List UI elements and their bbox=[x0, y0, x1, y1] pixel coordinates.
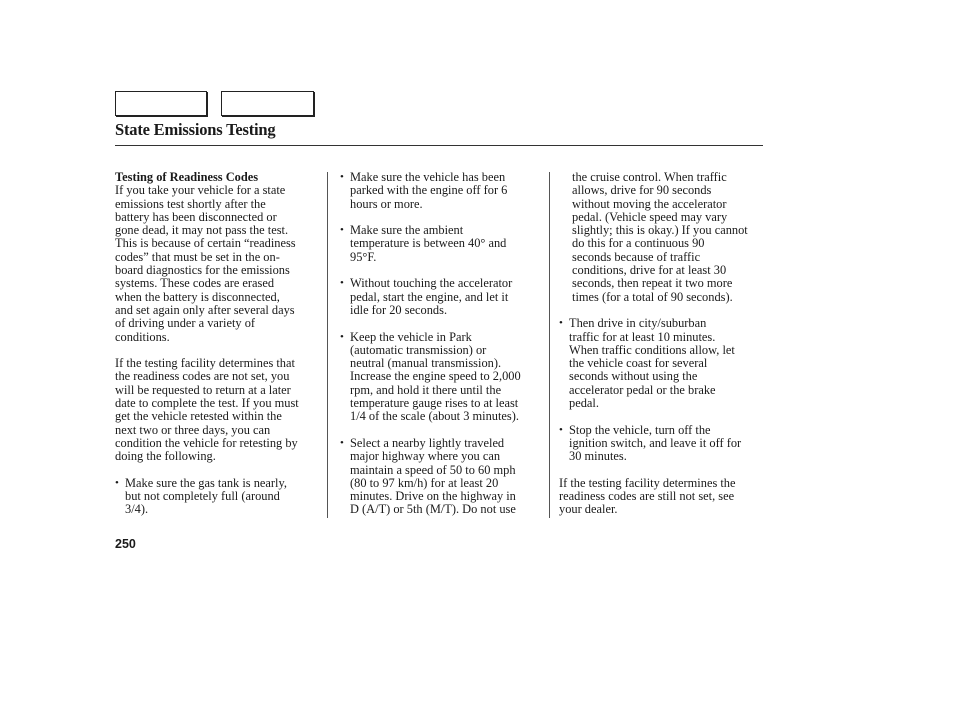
text-line: will be requested to return at a later bbox=[115, 382, 291, 397]
text-line: when the battery is disconnected, bbox=[115, 289, 280, 304]
column-divider-1 bbox=[327, 172, 328, 518]
bullet-item bbox=[340, 331, 545, 424]
text-line: neutral (manual transmission). bbox=[350, 356, 502, 371]
text-line: If the testing facility determines the bbox=[559, 475, 736, 490]
paragraph-gap bbox=[559, 410, 765, 423]
text-line: condition the vehicle for retesting by bbox=[115, 435, 298, 450]
text-line: codes” that must be set in the on- bbox=[115, 249, 280, 264]
text-line: Without touching the accelerator bbox=[350, 276, 513, 291]
text-line: hours or more. bbox=[350, 196, 423, 211]
text-column-2 bbox=[340, 171, 545, 517]
text-line: conditions. bbox=[115, 329, 170, 344]
bullet-item bbox=[115, 477, 323, 517]
text-line: pedal. bbox=[569, 396, 599, 411]
text-line: but not completely full (around bbox=[125, 489, 280, 504]
text-line: Increase the engine speed to 2,000 bbox=[350, 369, 521, 384]
text-line: without moving the accelerator bbox=[572, 196, 727, 211]
paragraph-gap bbox=[559, 464, 765, 477]
bullet-item bbox=[340, 224, 545, 264]
text-line: This is because of certain “readiness bbox=[115, 236, 296, 251]
text-line: of driving under a variety of bbox=[115, 316, 256, 331]
paragraph-gap bbox=[340, 264, 545, 277]
section-tab-box-1 bbox=[115, 91, 207, 116]
bullet-icon: • bbox=[115, 476, 119, 489]
bullet-icon: • bbox=[340, 171, 344, 183]
text-line: emissions test shortly after the bbox=[115, 196, 266, 211]
bullet-icon: • bbox=[340, 277, 344, 290]
text-line: your dealer. bbox=[559, 502, 618, 517]
paragraph bbox=[115, 184, 323, 344]
text-line: the cruise control. When traffic bbox=[572, 170, 727, 184]
text-line: slightly; this is okay.) If you cannot bbox=[572, 223, 748, 238]
text-line: do this for a continuous 90 bbox=[572, 236, 705, 251]
text-line: maintain a speed of 50 to 60 mph bbox=[350, 462, 516, 477]
paragraph-gap bbox=[559, 304, 765, 317]
bullet-item bbox=[340, 277, 545, 317]
text-line: Stop the vehicle, turn off the bbox=[569, 422, 711, 437]
text-line: major highway where you can bbox=[350, 449, 501, 464]
bullet-icon: • bbox=[559, 423, 563, 436]
text-line: temperature is between 40° and bbox=[350, 236, 507, 251]
text-line: If you take your vehicle for a state bbox=[115, 183, 286, 198]
bullet-icon: • bbox=[340, 330, 344, 343]
text-line: (automatic transmission) or bbox=[350, 342, 487, 357]
column-divider-2 bbox=[549, 172, 550, 518]
text-line: Make sure the ambient bbox=[350, 223, 464, 238]
text-line: If the testing facility determines that bbox=[115, 356, 295, 371]
text-line: doing the following. bbox=[115, 449, 216, 464]
text-line: ignition switch, and leave it off for bbox=[569, 435, 742, 450]
text-column-3 bbox=[559, 171, 765, 517]
paragraph-gap bbox=[115, 464, 323, 477]
text-line: 1/4 of the scale (about 3 minutes). bbox=[350, 409, 519, 424]
text-line: seconds, then repeat it two more bbox=[572, 276, 733, 291]
text-line: gone dead, it may not pass the test. bbox=[115, 223, 289, 238]
text-line: rpm, and hold it there until the bbox=[350, 382, 502, 397]
text-line: Then drive in city/suburban bbox=[569, 316, 707, 331]
text-line: Keep the vehicle in Park bbox=[350, 329, 472, 344]
text-line: D (A/T) or 5th (M/T). Do not use bbox=[350, 502, 516, 517]
paragraph-gap bbox=[340, 424, 545, 437]
bullet-icon: • bbox=[559, 317, 563, 330]
text-line: traffic for at least 10 minutes. bbox=[569, 329, 716, 344]
bullet-item bbox=[340, 437, 545, 517]
bullet-icon: • bbox=[340, 224, 344, 237]
bullet-item bbox=[340, 171, 545, 211]
text-line: times (for a total of 90 seconds). bbox=[572, 289, 733, 304]
text-line: and set again only after several days bbox=[115, 302, 295, 317]
title-divider bbox=[115, 145, 763, 146]
text-line: pedal. (Vehicle speed may vary bbox=[572, 209, 728, 224]
text-line: When traffic conditions allow, let bbox=[569, 342, 735, 357]
text-line: minutes. Drive on the highway in bbox=[350, 489, 516, 504]
text-line: Select a nearby lightly traveled bbox=[350, 435, 505, 450]
text-line: readiness codes are still not set, see bbox=[559, 489, 735, 504]
text-line: the vehicle coast for several bbox=[569, 356, 708, 371]
text-line: pedal, start the engine, and let it bbox=[350, 289, 509, 304]
text-line: board diagnostics for the emissions bbox=[115, 263, 290, 278]
text-line: accelerator pedal or the brake bbox=[569, 382, 716, 397]
text-line: battery has been disconnected or bbox=[115, 209, 277, 224]
paragraph-gap bbox=[340, 211, 545, 224]
text-line: temperature gauge rises to at least bbox=[350, 396, 519, 411]
text-column-1 bbox=[115, 171, 323, 517]
bullet-item bbox=[559, 424, 765, 464]
text-line: Testing of Readiness Codes bbox=[115, 170, 259, 184]
text-line: Make sure the vehicle has been bbox=[350, 170, 506, 184]
text-line: conditions, drive for at least 30 bbox=[572, 263, 727, 278]
page-title: State Emissions Testing bbox=[115, 120, 276, 139]
text-line: 3/4). bbox=[125, 502, 149, 517]
bullet-item bbox=[559, 317, 765, 410]
text-line: seconds without using the bbox=[569, 369, 698, 384]
text-line: idle for 20 seconds. bbox=[350, 302, 448, 317]
text-line: the readiness codes are not set, you bbox=[115, 369, 290, 384]
text-line: parked with the engine off for 6 bbox=[350, 183, 508, 198]
continued-bullet-text bbox=[559, 171, 765, 304]
text-line: 30 minutes. bbox=[569, 449, 627, 464]
bullet-icon: • bbox=[340, 436, 344, 449]
text-line: (80 to 97 km/h) for at least 20 bbox=[350, 475, 499, 490]
text-line: Make sure the gas tank is nearly, bbox=[125, 475, 287, 490]
page-number: 250 bbox=[115, 537, 136, 551]
text-line: systems. These codes are erased bbox=[115, 276, 275, 291]
text-line: next two or three days, you can bbox=[115, 422, 271, 437]
closing-paragraph bbox=[559, 477, 765, 517]
section-tab-box-2 bbox=[221, 91, 314, 116]
text-line: allows, drive for 90 seconds bbox=[572, 183, 712, 198]
text-line: 95°F. bbox=[350, 249, 377, 264]
text-line: get the vehicle retested within the bbox=[115, 409, 282, 424]
paragraph-gap bbox=[115, 344, 323, 357]
text-line: seconds because of traffic bbox=[572, 249, 701, 264]
paragraph bbox=[115, 357, 323, 463]
paragraph-gap bbox=[340, 317, 545, 330]
text-line: date to complete the test. If you must bbox=[115, 396, 299, 411]
